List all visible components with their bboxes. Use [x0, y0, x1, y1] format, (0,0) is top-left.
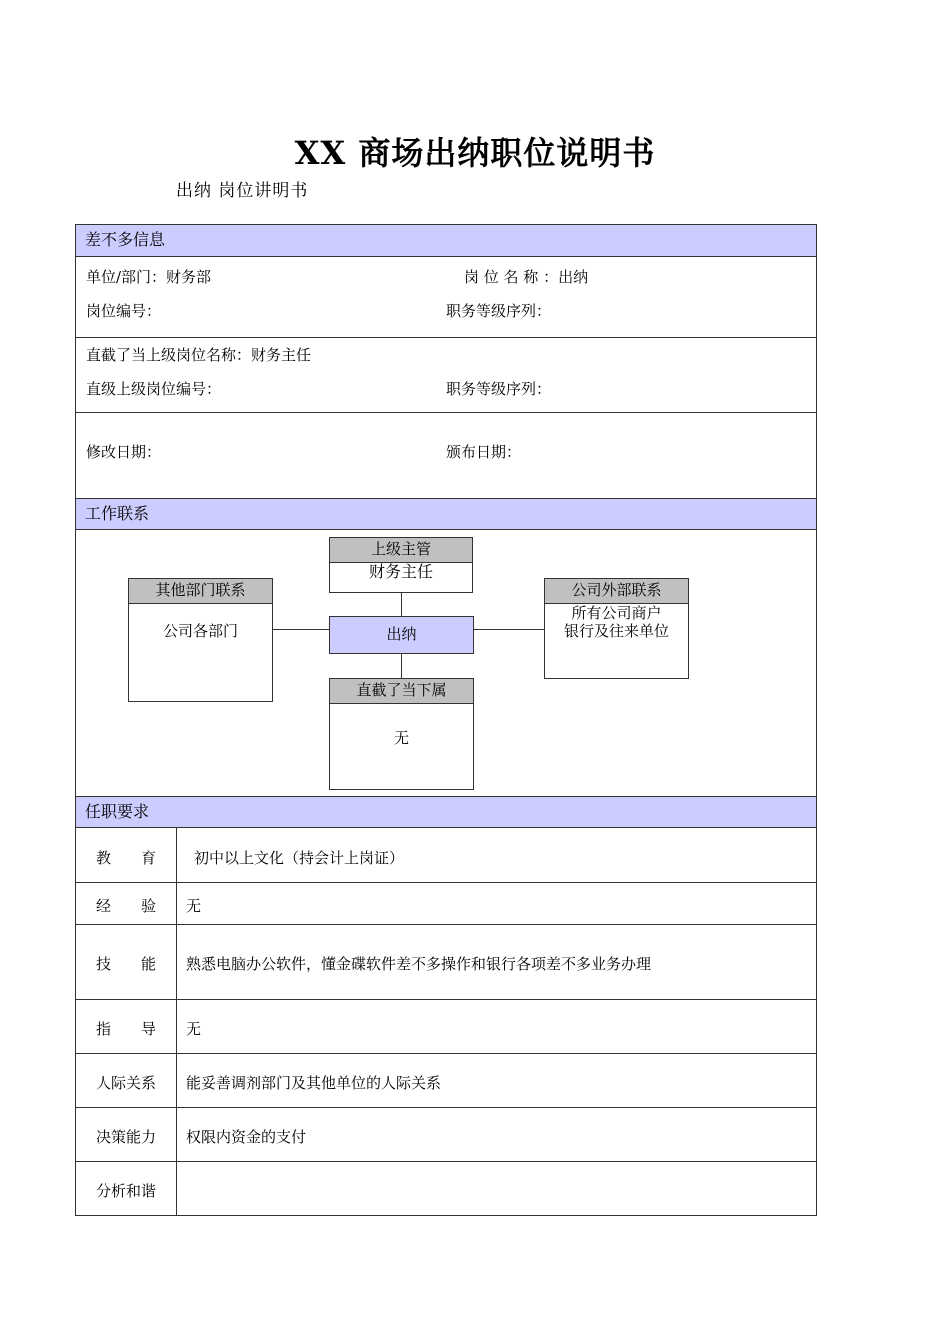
row-divider — [76, 924, 816, 925]
external-box-title: 公司外部联系 — [545, 579, 688, 604]
subordinate-box — [329, 678, 474, 790]
subordinate-box-title: 直截了当下属 — [330, 679, 473, 704]
req-label-guidance: 指 导 — [95, 1020, 156, 1038]
superior-box-body: 财务主任 — [368, 562, 433, 581]
dept-field: 单位/部门：财务部 — [86, 268, 212, 286]
subordinate-box-body: 无 — [393, 729, 409, 747]
superior-no-field: 直级上级岗位编号： — [86, 380, 222, 398]
superior-box-title: 上级主管 — [330, 538, 472, 563]
superior-name-field: 直截了当上级岗位名称：财务主任 — [86, 346, 312, 364]
req-label-experience: 经 验 — [95, 897, 156, 915]
row-divider — [76, 1053, 816, 1054]
other-dept-box-body: 公司各部门 — [162, 622, 238, 640]
req-label-decision: 决策能力 — [95, 1128, 156, 1146]
req-label-relationships: 人际关系 — [95, 1074, 156, 1092]
superior-grade-seq-field: 职务等级序列： — [446, 380, 552, 398]
req-value-skills: 熟悉电脑办公软件，懂金碟软件差不多操作和银行各项差不多业务办理 — [186, 955, 652, 973]
external-box — [544, 578, 689, 679]
document-title: XX 商场出纳职位说明书 — [294, 134, 656, 172]
row-divider — [76, 337, 816, 338]
row-divider — [76, 412, 816, 413]
row-divider — [76, 1161, 816, 1162]
section-header-basic-info: 差不多信息 — [76, 225, 816, 257]
req-value-education: 初中以上文化（持会计上岗证） — [194, 849, 405, 867]
req-label-skills: 技 能 — [95, 955, 156, 973]
document-subtitle: 出纳 岗位讲明书 — [176, 181, 309, 201]
grade-seq-field: 职务等级序列： — [446, 302, 552, 320]
revised-date-field: 修改日期： — [86, 443, 162, 461]
req-value-guidance: 无 — [186, 1020, 202, 1038]
position-name-field: 岗 位 名 称 ：出纳 — [464, 268, 589, 286]
row-divider — [76, 882, 816, 883]
req-label-education: 教 育 — [95, 849, 156, 867]
connector-line — [272, 629, 329, 630]
position-no-field: 岗位编号： — [86, 302, 162, 320]
cashier-center-box: 出纳 — [329, 616, 474, 654]
external-box-body-line1: 所有公司商户 — [571, 604, 662, 622]
section-header-requirements: 任职要求 — [76, 796, 816, 828]
req-label-analysis: 分析和谐 — [95, 1182, 156, 1200]
column-divider — [176, 828, 177, 1216]
req-value-relationships: 能妥善调剂部门及其他单位的人际关系 — [186, 1074, 442, 1092]
req-value-experience: 无 — [186, 897, 202, 915]
job-description-table — [75, 224, 817, 1216]
issue-date-field: 颁布日期： — [446, 443, 522, 461]
external-box-body-line2: 银行及往来单位 — [563, 622, 669, 640]
connector-line — [401, 653, 402, 678]
connector-line — [401, 592, 402, 616]
row-divider — [76, 1107, 816, 1108]
section-header-work-relations: 工作联系 — [76, 498, 816, 530]
row-divider — [76, 999, 816, 1000]
other-dept-box — [128, 578, 273, 702]
other-dept-box-title: 其他部门联系 — [129, 579, 272, 604]
connector-line — [473, 629, 545, 630]
superior-box — [329, 537, 473, 593]
req-value-decision: 权限内资金的支付 — [186, 1128, 307, 1146]
